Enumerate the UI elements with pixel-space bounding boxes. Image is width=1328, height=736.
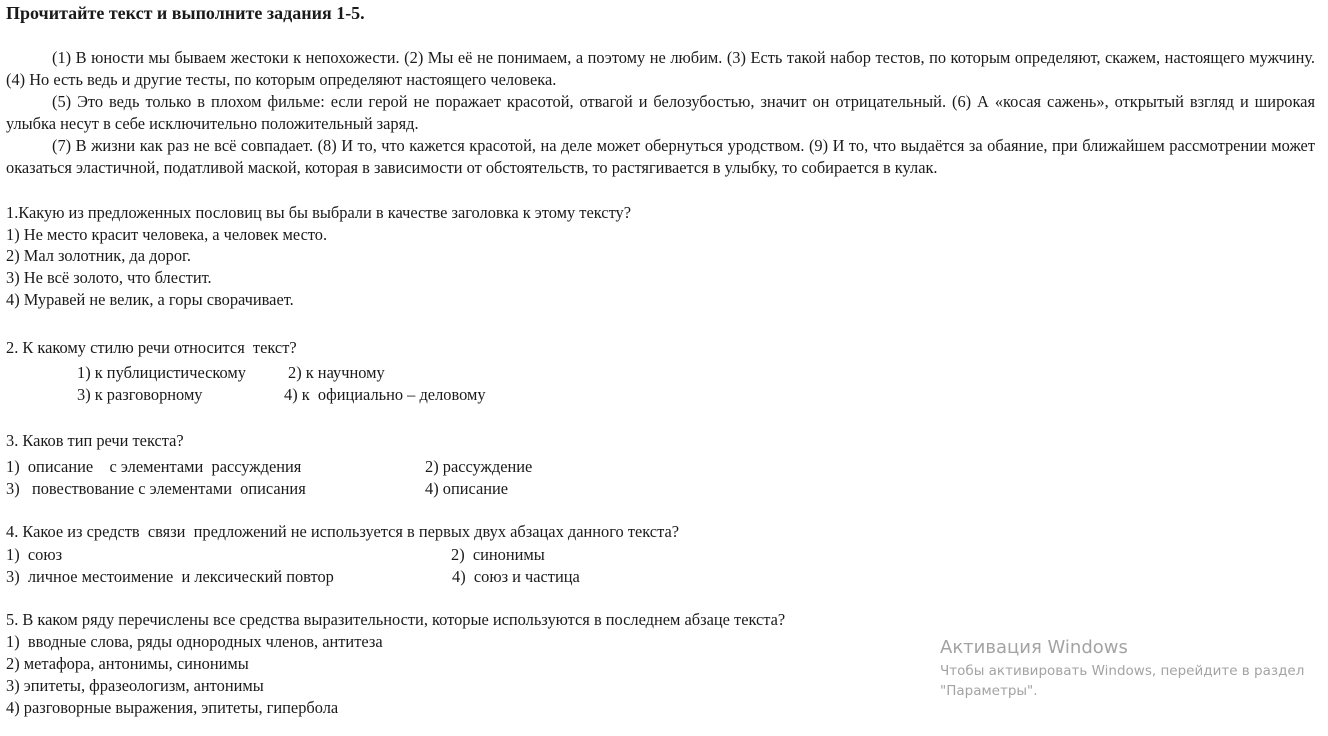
text-paragraph-2: (5) Это ведь только в плохом фильме: если герой не поражает красотой, отвагой и белозубостью, значит он отрицательный. (6) А «косая сажень», открытый взгляд и широкая улыбка несут в себе исключительно положительный заряд.	[6, 92, 1315, 133]
q2-option-4: 4) к официально – деловому	[284, 385, 486, 404]
q2-option-1: 1) к публицистическому	[77, 363, 246, 382]
q3-option-1: 1) описание с элементами рассуждения	[6, 457, 302, 476]
q1-option-4: 4) Муравей не велик, а горы сворачивает.	[6, 290, 294, 309]
windows-activation-watermark	[940, 636, 1310, 701]
question-4: 4. Какое из средств связи предложений не используется в первых двух абзацах данного текста?	[6, 522, 679, 541]
q1-option-1: 1) Не место красит человека, а человек место.	[6, 225, 328, 244]
q2-option-3: 3) к разговорному	[77, 385, 203, 404]
watermark-subtitle: Чтобы активировать Windows, перейдите в раздел "Параметры".	[940, 663, 1305, 699]
q3-option-3: 3) повествование с элементами описания	[6, 479, 306, 498]
q4-option-2: 2) синонимы	[451, 545, 545, 564]
q3-option-4: 4) описание	[425, 479, 509, 498]
q4-option-3: 3) личное местоимение и лексический повтор	[6, 567, 334, 586]
task-title: Прочитайте текст и выполните задания 1-5.	[6, 3, 365, 23]
q4-option-4: 4) союз и частица	[452, 567, 580, 586]
question-5: 5. В каком ряду перечислены все средства выразительности, которые используются в последнем абзаце текста?	[6, 610, 786, 629]
q1-option-2: 2) Мал золотник, да дорог.	[6, 246, 192, 265]
q5-option-3: 3) эпитеты, фразеологизм, антонимы	[6, 676, 264, 695]
question-3: 3. Каков тип речи текста?	[6, 431, 184, 450]
q3-option-2: 2) рассуждение	[425, 457, 533, 476]
q1-option-3: 3) Не всё золото, что блестит.	[6, 268, 212, 287]
q4-option-1: 1) союз	[6, 545, 63, 564]
question-1: 1.Какую из предложенных пословиц вы бы выбрали в качестве заголовка к этому тексту?	[6, 203, 631, 222]
text-paragraph-3: (7) В жизни как раз не всё совпадает. (8) И то, что кажется красотой, на деле может обернуться уродством. (9) И то, что выдаётся за обаяние, при ближайшем рассмотрении может оказаться эластичной, податливой маской, которая в зависимости от обстоятельств, то растягивается в улыбку, то собирается в кулак.	[6, 136, 1315, 177]
q2-option-2: 2) к научному	[288, 363, 385, 382]
text-paragraph-1: (1) В юности мы бываем жестоки к непохожести. (2) Мы её не понимаем, а поэтому не любим. (3) Есть такой набор тестов, по которым определяют, скажем, настоящего мужчину. (4) Но есть ведь и другие тесты, по которым определяют настоящего человека.	[6, 48, 1315, 89]
question-2: 2. К какому стилю речи относится текст?	[6, 338, 297, 357]
watermark-title: Активация Windows	[940, 637, 1128, 658]
q5-option-4: 4) разговорные выражения, эпитеты, гипербола	[6, 698, 339, 717]
q5-option-2: 2) метафора, антонимы, синонимы	[6, 654, 249, 673]
q5-option-1: 1) вводные слова, ряды однородных членов, антитеза	[6, 632, 383, 651]
